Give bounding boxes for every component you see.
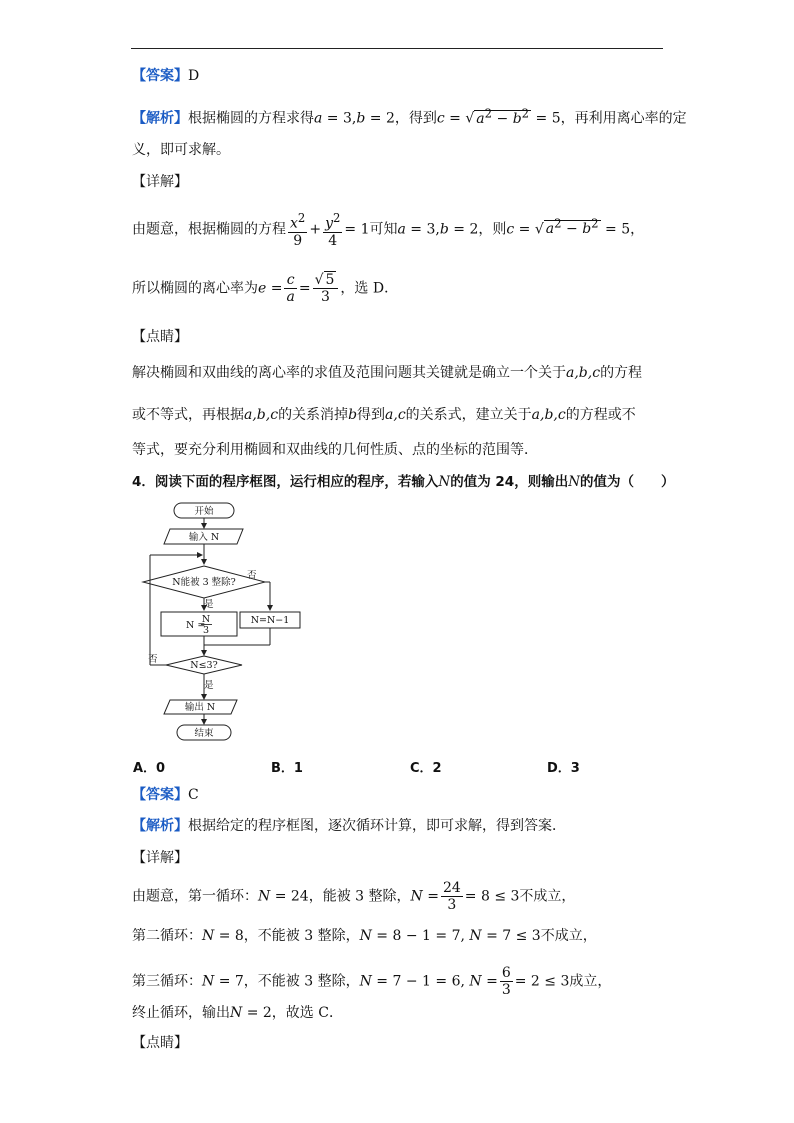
fraction-6-3: $\frac{6}{3}$ (501, 965, 511, 998)
loop-text: ，不能被 3 整除， (243, 973, 360, 990)
loop-text: 第二循环： (132, 928, 202, 944)
point-tag: 【点睛】 (132, 329, 188, 345)
point-text: 的关系消掉 (278, 407, 349, 423)
cond1-no-label: 否 (247, 570, 257, 581)
point-text: 解决椭圆和双曲线的离心率的求值及范围问题其关键就是确立一个关于 (132, 365, 566, 381)
cond2-yes-label: 是 (204, 680, 214, 691)
point-text: 或不等式，再根据 (132, 407, 244, 423)
analysis-tag: 【解析】 (132, 110, 188, 127)
end-line: 终止循环，输出N = 2，故选 C． (132, 1005, 343, 1021)
analysis-text: ，再利用离心率的定 (560, 110, 687, 127)
end-text: ，故选 C． (271, 1005, 343, 1021)
input-label: 输入 N (188, 532, 220, 543)
analysis-line-2: 义，即可求解。 (132, 142, 230, 158)
point-line-1: 解决椭圆和双曲线的离心率的求值及范围问题其关键就是确立一个关于a,b,c的方程 (132, 365, 643, 381)
fraction-x2-9: $\frac{x^2}{9}$ (290, 211, 306, 249)
loop-line-1: 由题意，第一循环：N = 24，能被 3 整除，N = $\frac{24}{3}$ = 8 ≤ 3不成立， (132, 880, 576, 913)
sqrt-expr: $a^2 - b^2$ (476, 106, 530, 127)
fraction-24-3: $\frac{24}{3}$ (442, 880, 461, 913)
question-4-stem: 4．阅读下面的程序框图，运行相应的程序，若输入N的值为 24，则输出N的值为（ ） (132, 474, 675, 490)
loop-text: 由题意，第一循环： (132, 888, 258, 905)
detail-text: 所以椭圆的离心率为 (132, 280, 258, 297)
loop-text: 成立， (569, 973, 612, 990)
analysis-line-1: 【解析】根据椭圆的方程求得a = 3,b = 2，得到c = √ $a^2 - b^2 = 5$，再利用离心率的定 (132, 106, 687, 127)
end-label: 结束 (194, 728, 214, 739)
point-text: 的方程或不 (565, 407, 636, 423)
assign-sub-label: N=N−1 (250, 615, 290, 626)
assign-div-numerator: N (201, 614, 211, 625)
analysis-text: 根据椭圆的方程求得 (188, 110, 314, 127)
end-text: 终止循环，输出 (132, 1005, 230, 1021)
assign-div-label: N = (186, 620, 206, 631)
assign-div-denominator: 3 (202, 625, 210, 636)
stem-text: 的值为 24，则输出 (450, 474, 569, 490)
loop-text: ，不能被 3 整除， (243, 928, 360, 944)
loop-line-2: 第二循环：N = 8，不能被 3 整除，N = 8 − 1 = 7, N = 7 ≤ 3不成立， (132, 928, 597, 944)
output-label: 输出 N (184, 702, 216, 713)
fraction-sqrt5-3: $\frac{√ 5}{3}$ (313, 272, 339, 305)
detail-tag: 【详解】 (132, 174, 188, 190)
fraction-y2-4: $\frac{y^2}{4}$ (325, 211, 341, 249)
point-line-3: 等式，要充分利用椭圆和双曲线的几何性质、点的坐标的范围等． (132, 442, 538, 458)
detail-text: 可知 (369, 221, 398, 238)
stem-text: 的值为（ ） (580, 474, 675, 490)
detail-text: ，选 D． (340, 280, 399, 297)
analysis-text: 根据给定的程序框图，逐次循环计算，即可求解，得到答案． (188, 818, 566, 834)
cond2-label: N≤3? (190, 660, 218, 671)
detail-line-2: 所以椭圆的离心率为e = $\frac{c}{a}$ = $\frac{√ 5}{3}$ ，选 D． (132, 272, 399, 305)
loop-line-3: 第三循环：N = 7，不能被 3 整除，N = 7 − 1 = 6, N = $\frac{6}{3}$ = 2 ≤ 3成立， (132, 965, 612, 998)
math-c: c (436, 110, 445, 127)
answer-value: D (188, 68, 200, 84)
answer-line-2 (132, 785, 199, 805)
fraction-c-a: $\frac{c}{a}$ (286, 272, 295, 305)
answer-value: C (188, 787, 199, 803)
cond2-no-label: 否 (148, 654, 158, 665)
start-label: 开始 (194, 506, 214, 517)
point-tag: 【点睛】 (132, 1035, 188, 1051)
option-b[interactable]: B．1 (271, 761, 303, 776)
detail-line-1: 由题意，根据椭圆的方程 $\frac{x^2}{9}$ + $\frac{y^2}{4}$ = 1可知a = 3,b = 2，则c = √ $a^2 - b^2 = 5$， (132, 211, 645, 249)
option-a[interactable]: A．0 (133, 761, 166, 776)
cond1-label: N能被 3 整除? (172, 577, 236, 588)
point-line-2: 或不等式，再根据a,b,c的关系消掉b得到a,c的关系式，建立关于a,b,c的方程或不 (132, 407, 636, 423)
detail-text: 由题意，根据椭圆的方程 (132, 221, 286, 238)
answer-line-1 (132, 66, 199, 86)
option-c[interactable]: C．2 (410, 761, 442, 776)
cond1-yes-label: 是 (204, 599, 214, 610)
analysis-tag: 【解析】 (132, 818, 188, 834)
header-rule (131, 48, 663, 49)
detail-text: ， (630, 221, 645, 238)
loop-text: ，能被 3 整除， (308, 888, 411, 905)
stem-text: 4．阅读下面的程序框图，运行相应的程序，若输入 (132, 474, 439, 490)
point-text: 的方程 (600, 365, 643, 381)
loop-text: 不成立， (540, 928, 597, 944)
analysis-line-q4 (132, 816, 566, 836)
detail-tag: 【详解】 (132, 850, 188, 866)
point-text: 的关系式，建立关于 (405, 407, 532, 423)
loop-text: 第三循环： (132, 973, 202, 990)
answer-tag: 【答案】 (132, 787, 188, 803)
point-text: 得到 (357, 407, 386, 423)
option-d[interactable]: D．3 (547, 761, 580, 776)
math-ab: a (314, 110, 323, 127)
answer-tag: 【答案】 (132, 68, 188, 84)
program-flowchart (130, 500, 310, 745)
detail-text: ，则 (478, 221, 507, 238)
analysis-text: ，得到 (394, 110, 437, 127)
loop-text: 不成立， (519, 888, 576, 905)
